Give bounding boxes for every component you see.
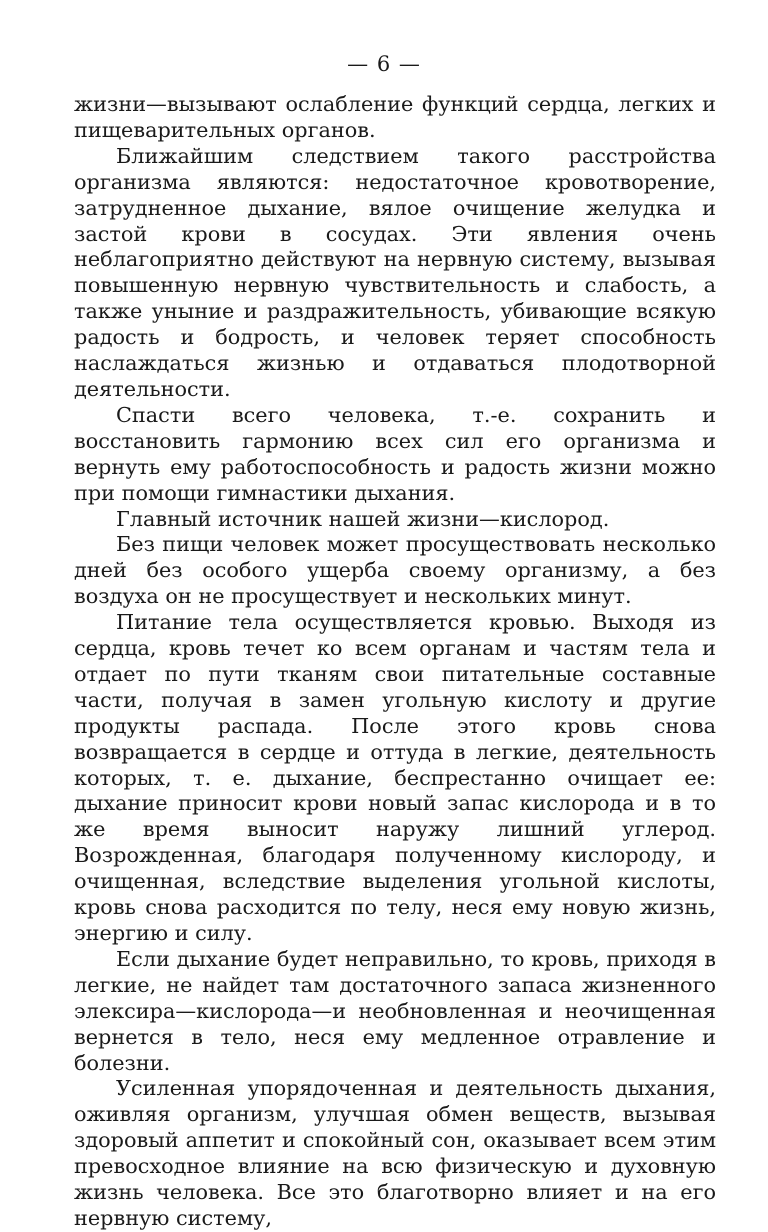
paragraph: Без пищи человек может просуществовать несколько дней без особого ущерба своему организму, а без воздуха он не просуществует и нескольких минут.	[74, 532, 716, 609]
page-number: — 6 —	[347, 52, 421, 76]
paragraph: Ближайшим следствием такого расстройства организма являются: недостаточное кровотворение, затрудненное дыхание, вялое очищение желудка и застой крови в сосудах. Эти явления очень неблагоприятно действуют на нервную систему, вызывая повышенную нервную чувствительность и слабость, а также уныние и раздражительность, убивающие всякую радость и бодрость, и человек теряет способность наслаждаться жизнью и отдаваться плодотворной деятельности.	[74, 143, 716, 401]
paragraph: жизни—вызывают ослабление функций сердца, легких и пищеварительных органов.	[74, 92, 716, 142]
paragraph: Если дыхание будет неправильно, то кровь, приходя в легкие, не найдет там достаточного запаса жизненного элексира—кислорода—и необновленная и неочищенная вернется в тело, неся ему медленное отравление и болезни.	[74, 946, 716, 1075]
paragraph: Питание тела осуществляется кровью. Выходя из сердца, кровь течет ко всем органам и частям тела и отдает по пути тканям свои питательные составные части, получая в замен угольную кислоту и другие продукты распада. После этого кровь снова возвращается в сердце и оттуда в легкие, деятельность которых, т. е. дыхание, беспрестанно очищает ее: дыхание приносит крови новый запас кислорода и в то же время выносит наружу лишний углерод. Возрожденная, благодаря полученному кислороду, и очищенная, вследствие выделения угольной кислоты, кровь снова расходится по телу, неся ему новую жизнь, энергию и силу.	[74, 610, 716, 945]
paragraph: Спасти всего человека, т.-е. сохранить и восстановить гармонию всех сил его организма и вернуть ему работоспособность и радость жизни можно при помощи гимнастики дыхания.	[74, 402, 716, 505]
body-text	[74, 92, 716, 1232]
paragraph: Главный источник нашей жизни—кислород.	[116, 506, 610, 531]
paragraph: Усиленная упорядоченная и деятельность дыхания, оживляя организм, улучшая обмен веществ, вызывая здоровый аппетит и спокойный сон, оказывает всем этим превосходное влияние на всю физическую и духовную жизнь человека. Все это благотворно влияет и на его нервную систему,	[74, 1076, 716, 1230]
